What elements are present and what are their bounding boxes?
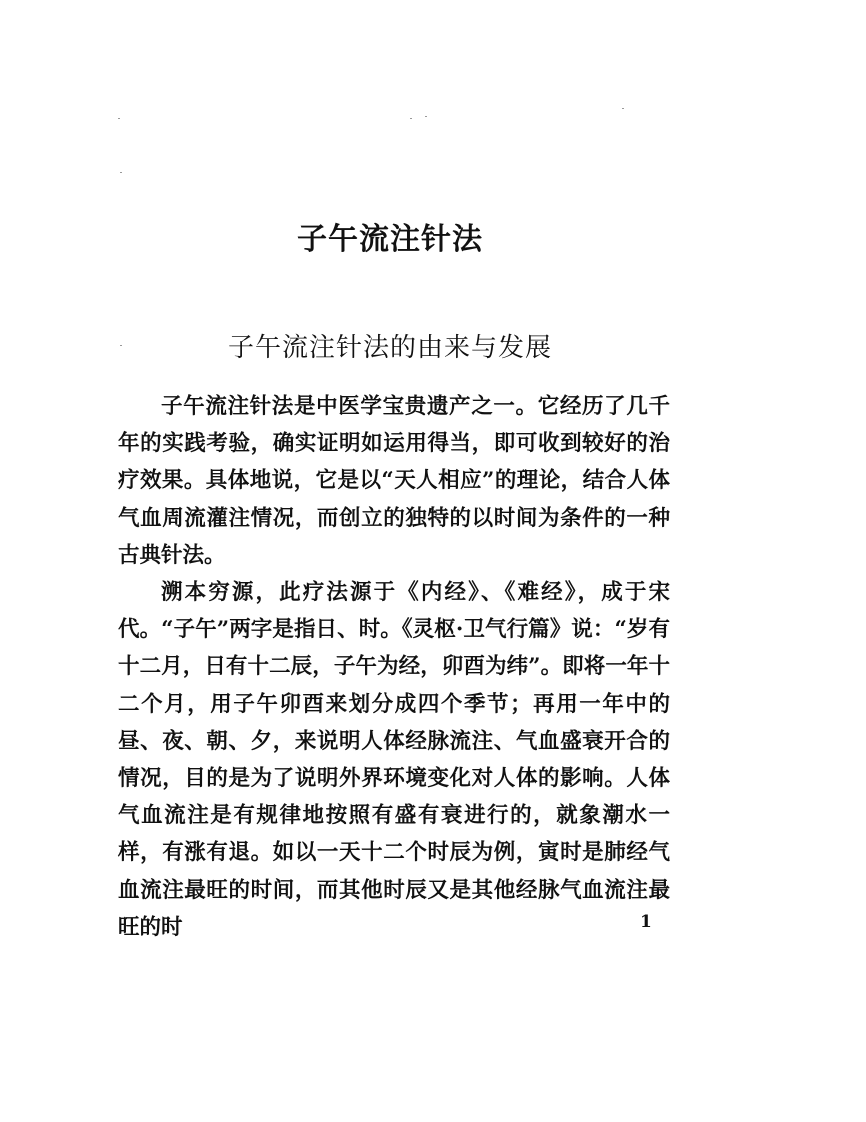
body-text (118, 388, 670, 946)
page-number: 1 (640, 912, 652, 932)
scan-speck (410, 118, 412, 119)
scan-speck (425, 116, 427, 117)
scan-speck (622, 108, 624, 109)
page-title: 子午流注针法 (297, 222, 483, 257)
scan-speck (120, 345, 122, 346)
section-title: 子午流注针法的由来与发展 (228, 333, 553, 363)
paragraph: 溯本穷源，此疗法源于《内经》、《难经》，成于宋代。“子午”两字是指日、时。《灵枢·卫气行篇》说：“岁有十二月，日有十二辰，子午为经，卯酉为纬”。即将一年十二个月，用子午卯酉来划分成四个季节；再用一年中的昼、夜、朝、夕，来说明人体经脉流注、气血盛衰开合的情况，目的是为了说明外界环境变化对人体的影响。人体气血流注是有规律地按照有盛有衰进行的，就象潮水一样，有涨有退。如以一天十二个时辰为例，寅时是肺经气血流注最旺的时间，而其他时辰又是其他经脉气血流注最旺的时 (118, 580, 670, 940)
paragraph: 子午流注针法是中医学宝贵遗产之一。它经历了几千年的实践考验，确实证明如运用得当，即可收到较好的治疗效果。具体地说，它是以“天人相应”的理论，结合人体气血周流灌注情况，而创立的独特的以时间为条件的一种古典针法。 (118, 394, 670, 568)
scan-speck (118, 118, 120, 119)
scan-speck (120, 172, 122, 173)
